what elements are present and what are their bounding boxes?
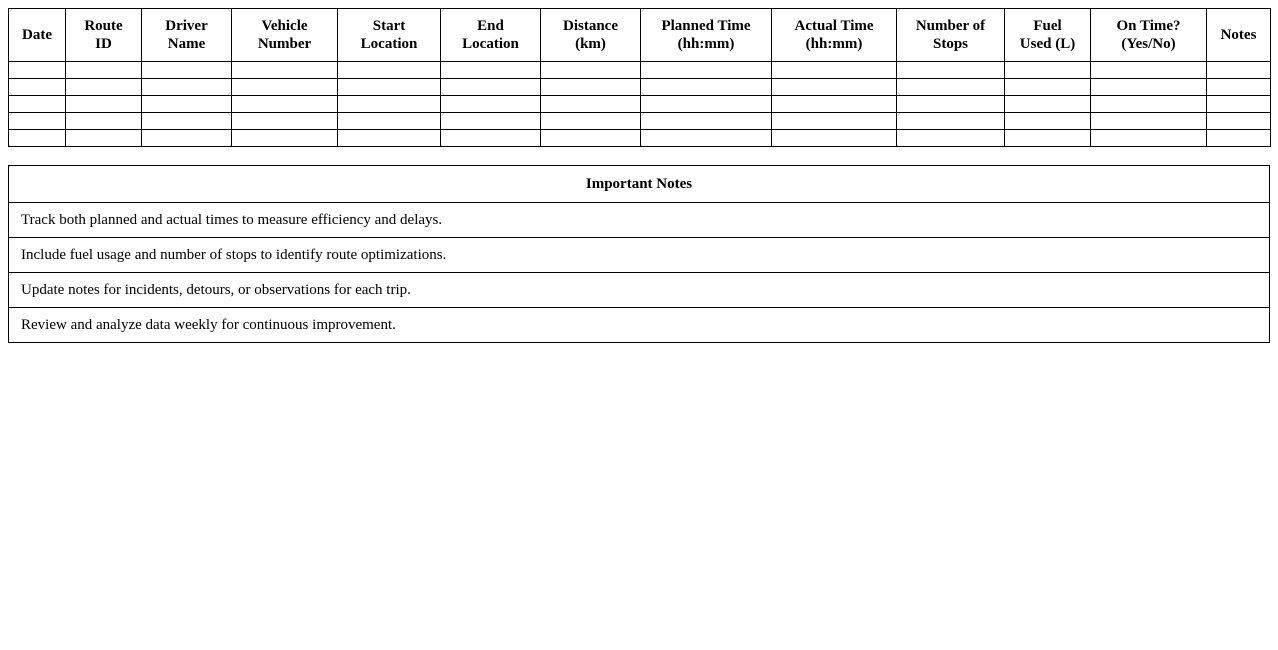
column-header-number-of-stops: Number of Stops	[897, 9, 1005, 62]
table-cell[interactable]	[338, 130, 441, 147]
table-cell[interactable]	[338, 113, 441, 130]
table-cell[interactable]	[772, 79, 897, 96]
table-cell[interactable]	[232, 113, 338, 130]
table-cell[interactable]	[142, 113, 232, 130]
page	[8, 8, 1270, 343]
table-row	[9, 62, 1271, 79]
table-cell[interactable]	[897, 113, 1005, 130]
column-header-on-time: On Time? (Yes/No)	[1091, 9, 1207, 62]
column-header-actual-time: Actual Time (hh:mm)	[772, 9, 897, 62]
column-header-vehicle-number: Vehicle Number	[232, 9, 338, 62]
table-cell[interactable]	[9, 113, 66, 130]
table-cell[interactable]	[1091, 62, 1207, 79]
table-cell[interactable]	[66, 113, 142, 130]
table-cell[interactable]	[897, 130, 1005, 147]
note-text: Include fuel usage and number of stops to identify route optimizations.	[9, 238, 1270, 273]
column-header-end-location: End Location	[441, 9, 541, 62]
column-header-date: Date	[9, 9, 66, 62]
notes-title-row	[9, 166, 1270, 203]
table-cell[interactable]	[66, 79, 142, 96]
note-item	[9, 203, 1270, 238]
table-cell[interactable]	[641, 79, 772, 96]
note-text: Track both planned and actual times to measure efficiency and delays.	[9, 203, 1270, 238]
note-text: Review and analyze data weekly for continuous improvement.	[9, 308, 1270, 343]
table-cell[interactable]	[232, 62, 338, 79]
table-cell[interactable]	[772, 113, 897, 130]
table-cell[interactable]	[541, 62, 641, 79]
table-cell[interactable]	[1091, 130, 1207, 147]
table-cell[interactable]	[441, 113, 541, 130]
table-row	[9, 96, 1271, 113]
table-cell[interactable]	[1207, 113, 1271, 130]
table-cell[interactable]	[1207, 79, 1271, 96]
table-cell[interactable]	[441, 130, 541, 147]
table-cell[interactable]	[142, 96, 232, 113]
table-cell[interactable]	[1091, 96, 1207, 113]
table-cell[interactable]	[772, 96, 897, 113]
table-cell[interactable]	[9, 79, 66, 96]
table-cell[interactable]	[541, 130, 641, 147]
table-cell[interactable]	[1005, 79, 1091, 96]
table-cell[interactable]	[142, 130, 232, 147]
header-row	[9, 9, 1271, 62]
table-cell[interactable]	[1091, 113, 1207, 130]
column-header-distance: Distance (km)	[541, 9, 641, 62]
important-notes-box	[8, 165, 1270, 343]
table-cell[interactable]	[1091, 79, 1207, 96]
note-item	[9, 238, 1270, 273]
table-cell[interactable]	[1005, 130, 1091, 147]
table-cell[interactable]	[142, 62, 232, 79]
table-cell[interactable]	[441, 96, 541, 113]
table-cell[interactable]	[232, 96, 338, 113]
table-row	[9, 79, 1271, 96]
note-text: Update notes for incidents, detours, or observations for each trip.	[9, 273, 1270, 308]
table-cell[interactable]	[9, 130, 66, 147]
column-header-driver-name: Driver Name	[142, 9, 232, 62]
table-cell[interactable]	[66, 62, 142, 79]
table-cell[interactable]	[641, 96, 772, 113]
table-cell[interactable]	[897, 96, 1005, 113]
note-item	[9, 273, 1270, 308]
table-row	[9, 130, 1271, 147]
route-log-body	[9, 62, 1271, 147]
column-header-route-id: Route ID	[66, 9, 142, 62]
column-header-planned-time: Planned Time (hh:mm)	[641, 9, 772, 62]
table-cell[interactable]	[232, 130, 338, 147]
table-cell[interactable]	[9, 96, 66, 113]
table-cell[interactable]	[897, 79, 1005, 96]
table-cell[interactable]	[66, 130, 142, 147]
table-cell[interactable]	[1207, 130, 1271, 147]
table-cell[interactable]	[441, 79, 541, 96]
table-cell[interactable]	[1005, 62, 1091, 79]
table-cell[interactable]	[1005, 96, 1091, 113]
table-cell[interactable]	[641, 113, 772, 130]
table-cell[interactable]	[772, 130, 897, 147]
table-cell[interactable]	[897, 62, 1005, 79]
table-cell[interactable]	[9, 62, 66, 79]
table-cell[interactable]	[1207, 96, 1271, 113]
table-cell[interactable]	[232, 79, 338, 96]
table-cell[interactable]	[772, 62, 897, 79]
table-cell[interactable]	[1005, 113, 1091, 130]
table-cell[interactable]	[338, 79, 441, 96]
table-row	[9, 113, 1271, 130]
column-header-start-location: Start Location	[338, 9, 441, 62]
table-cell[interactable]	[641, 130, 772, 147]
note-item	[9, 308, 1270, 343]
table-cell[interactable]	[641, 62, 772, 79]
table-cell[interactable]	[1207, 62, 1271, 79]
table-cell[interactable]	[66, 96, 142, 113]
route-log-table	[8, 8, 1271, 147]
column-header-notes: Notes	[1207, 9, 1271, 62]
notes-title: Important Notes	[9, 166, 1270, 203]
table-cell[interactable]	[441, 62, 541, 79]
table-cell[interactable]	[142, 79, 232, 96]
table-cell[interactable]	[541, 96, 641, 113]
column-header-fuel-used: Fuel Used (L)	[1005, 9, 1091, 62]
table-cell[interactable]	[541, 113, 641, 130]
table-cell[interactable]	[338, 62, 441, 79]
table-cell[interactable]	[541, 79, 641, 96]
table-cell[interactable]	[338, 96, 441, 113]
